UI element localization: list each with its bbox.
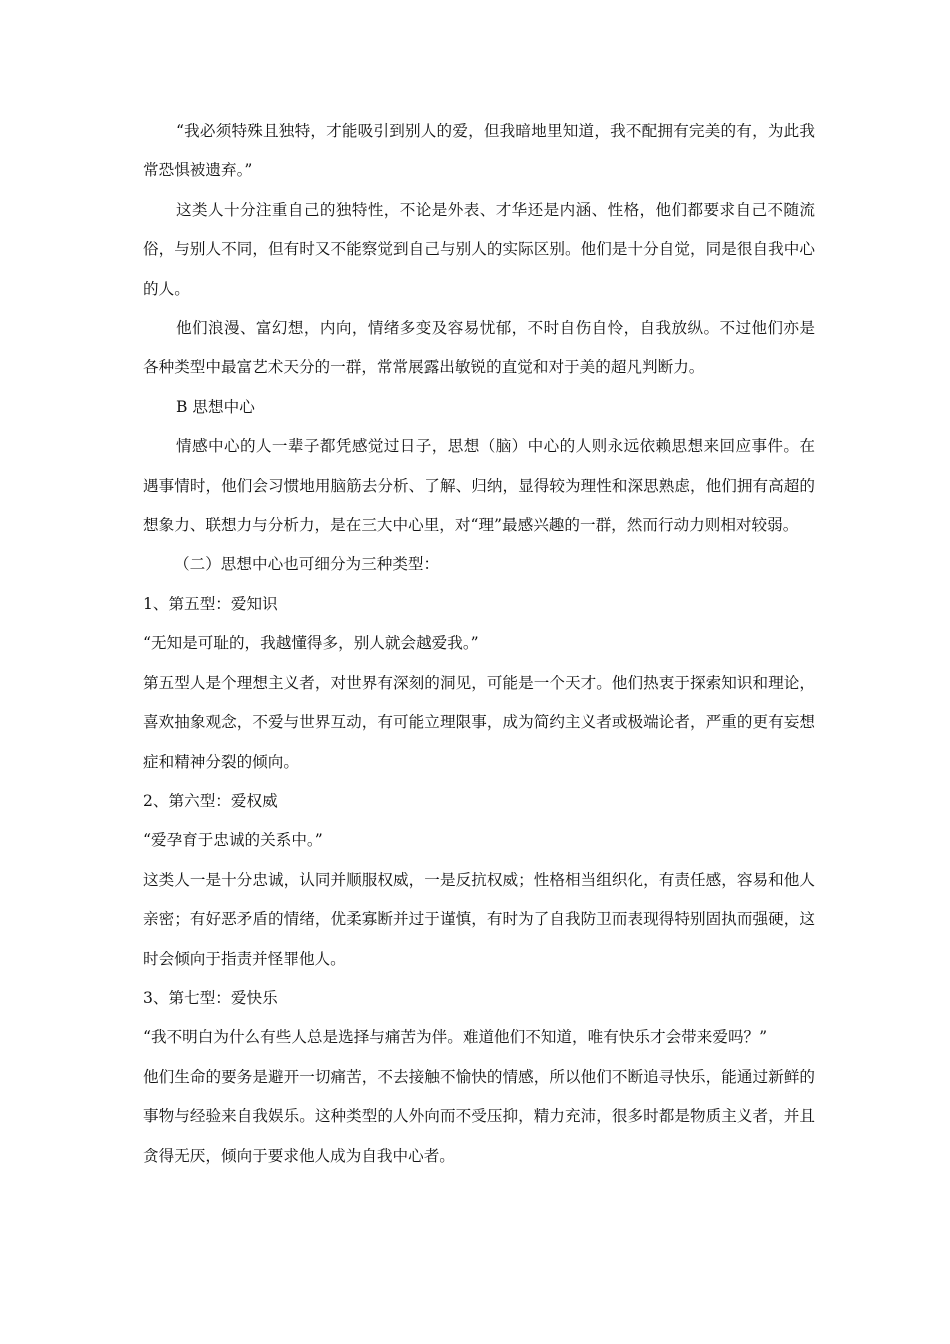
subsection-heading-three-types: （二）思想中心也可细分为三种类型： [174,555,440,574]
document-body [143,112,815,1176]
paragraph-type4-description-2: 他们浪漫、富幻想，内向，情绪多变及容易忧郁，不时自伤自怜，自我放纵。不过他们亦是各种类型中最富艺术天分的一群，常常展露出敏锐的直觉和对于美的超凡判断力。 [143,319,815,377]
type7-quote: “我不明白为什么有些人总是选择与痛苦为伴。难道他们不知道，唯有快乐才会带来爱吗？” [143,1028,768,1047]
type6-quote: “爱孕育于忠诚的关系中。” [143,831,323,850]
section-heading-thinking-center: B 思想中心 [176,397,255,416]
paragraph-quote-type4: “我必须特殊且独特，才能吸引到别人的爱，但我暗地里知道，我不配拥有完美的有，为此我常恐惧被遗弃。” [143,122,815,180]
type5-quote: “无知是可耻的，我越懂得多，别人就会越爱我。” [143,634,479,653]
type6-title: 2、第六型：爱权威 [143,791,278,810]
type7-title: 3、第七型：爱快乐 [143,988,278,1007]
type5-title: 1、第五型：爱知识 [143,594,278,613]
type7-description: 他们生命的要务是避开一切痛苦，不去接触不愉快的情感，所以他们不断追寻快乐，能通过新鲜的事物与经验来自我娱乐。这种类型的人外向而不受压抑，精力充沛，很多时都是物质主义者，并且贪得无厌，倾向于要求他人成为自我中心者。 [143,1067,815,1165]
paragraph-type4-description-1: 这类人十分注重自己的独特性，不论是外表、才华还是内涵、性格，他们都要求自己不随流俗，与别人不同，但有时又不能察觉到自己与别人的实际区别。他们是十分自觉，同是很自我中心的人。 [143,200,815,298]
paragraph-thinking-center-description: 情感中心的人一辈子都凭感觉过日子，思想（脑）中心的人则永远依赖思想来回应事件。在遇事情时，他们会习惯地用脑筋去分析、了解、归纳，显得较为理性和深思熟虑，他们拥有高超的想象力、联想力与分析力，是在三大中心里，对“理”最感兴趣的一群，然而行动力则相对较弱。 [143,437,815,535]
type5-description: 第五型人是个理想主义者，对世界有深刻的洞见，可能是一个天才。他们热衷于探索知识和理论，喜欢抽象观念，不爱与世界互动，有可能立理限事，成为简约主义者或极端论者，严重的更有妄想症和精神分裂的倾向。 [143,673,815,771]
type6-description: 这类人一是十分忠诚，认同并顺服权威，一是反抗权威；性格相当组织化，有责任感，容易和他人亲密；有好恶矛盾的情绪，优柔寡断并过于谨慎，有时为了自我防卫而表现得特别固执而强硬，这时会倾向于指责并怪罪他人。 [143,870,815,968]
